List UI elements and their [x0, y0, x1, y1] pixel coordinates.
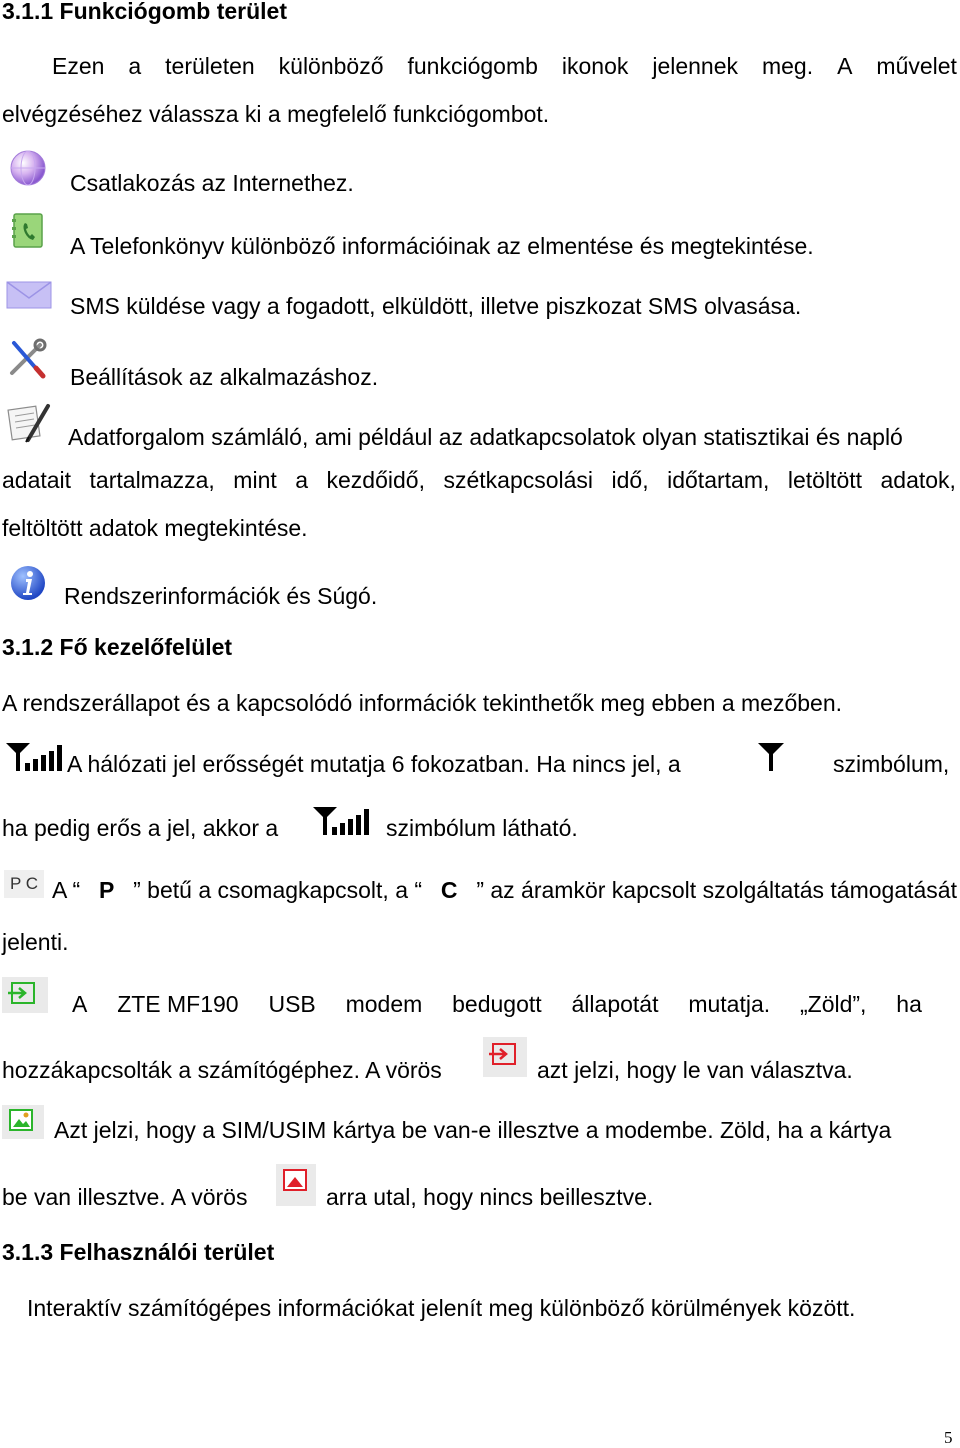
signal-text-b: szimbólum, [833, 751, 950, 777]
word: tartalmazza, [89, 467, 215, 493]
sim-green-icon [2, 1105, 44, 1139]
signal-text-a: A hálózati jel erősségét mutatja 6 fokozatban. Ha nincs jel, a [67, 751, 681, 777]
modem-line-2a: hozzákapcsolták a számítógéphez. A vörös [2, 1057, 442, 1083]
word: területen [165, 53, 255, 79]
item-settings: Beállítások az alkalmazáshoz. [70, 364, 379, 390]
tools-icon [6, 337, 48, 379]
word: mutatja. [688, 991, 771, 1017]
modem-green-icon [2, 977, 48, 1013]
word: időtartam, [667, 467, 770, 493]
phonebook-icon [10, 211, 48, 251]
word: modem [345, 991, 423, 1017]
word: „Zöld”, [800, 991, 867, 1017]
page-number: 5 [944, 1428, 953, 1447]
section-heading-3-1-3: 3.1.3 Felhasználói terület [2, 1239, 275, 1265]
word: USB [268, 991, 316, 1017]
word: a [295, 467, 309, 493]
signal-full-icon [311, 805, 373, 837]
globe-icon [8, 148, 48, 188]
intro-line-1 [52, 53, 957, 80]
intro-line-2: elvégzéséhez válassza ki a megfelelő funkciógombot. [2, 101, 550, 127]
pc-text-1: A “ [52, 877, 81, 903]
word: a [128, 53, 142, 79]
modem-line-2b: azt jelzi, hogy le van választva. [537, 1057, 853, 1083]
word: kezdőidő, [326, 467, 425, 493]
word: ha [896, 991, 922, 1017]
item-traffic-line-1: Adatforgalom számláló, ami például az adatkapcsolatok olyan statisztikai és napló [68, 424, 903, 450]
section-3-1-2-intro: A rendszerállapot és a kapcsolódó információk tekinthetők meg ebben a mezőben. [2, 690, 843, 716]
word: funkciógomb [407, 53, 538, 79]
word: különböző [278, 53, 384, 79]
word: idő, [611, 467, 649, 493]
sim-line-2b: arra utal, hogy nincs beillesztve. [326, 1184, 654, 1210]
word: A [837, 53, 853, 79]
item-sms: SMS küldése vagy a fogadott, elküldött, illetve piszkozat SMS olvasása. [70, 293, 802, 319]
item-phonebook: A Telefonkönyv különböző információinak az elmentése és megtekintése. [70, 233, 814, 259]
signal-none-icon [757, 741, 785, 773]
item-info: Rendszerinformációk és Súgó. [64, 583, 378, 609]
word: mint [233, 467, 277, 493]
pc-line-2: jelenti. [2, 929, 69, 955]
word: letöltött [787, 467, 863, 493]
pc-text-p: P [98, 877, 115, 903]
word: Ezen [52, 53, 105, 79]
word: jelennek [652, 53, 739, 79]
word: ikonok [561, 53, 629, 79]
signal-full-icon [4, 741, 66, 773]
sim-line-1: Azt jelzi, hogy a SIM/USIM kártya be van-e illesztve a modembe. Zöld, ha a kártya [54, 1117, 892, 1143]
word: ZTE MF190 [117, 991, 239, 1017]
envelope-icon [6, 280, 52, 310]
signal-text-d: szimbólum látható. [386, 815, 578, 841]
modem-line-1 [72, 991, 922, 1018]
word: művelet [876, 53, 957, 79]
section-heading-3-1-1: 3.1.1 Funkciógomb terület [2, 0, 287, 24]
sim-red-icon [276, 1164, 316, 1206]
pc-text-c: C [440, 877, 458, 903]
info-icon [8, 563, 48, 603]
item-traffic-line-2 [2, 467, 956, 494]
pc-status-icon: P C [4, 870, 44, 898]
word: adatok, [880, 467, 956, 493]
word: A [72, 991, 88, 1017]
section-heading-3-1-2: 3.1.2 Fő kezelőfelület [2, 634, 233, 660]
sim-line-2a: be van illesztve. A vörös [2, 1184, 248, 1210]
word: meg. [761, 53, 814, 79]
section-3-1-3-text: Interaktív számítógépes információkat jelenít meg különböző körülmények között. [27, 1295, 856, 1321]
word: állapotát [571, 991, 659, 1017]
pc-text-2: ” betű a csomagkapcsolt, a “ [133, 877, 423, 903]
modem-red-icon [483, 1037, 527, 1077]
pc-line-1 [52, 877, 957, 904]
word: adatait [2, 467, 72, 493]
signal-text-c: ha pedig erős a jel, akkor a [2, 815, 279, 841]
word: szétkapcsolási [443, 467, 594, 493]
pc-text-3: ” az áramkör kapcsolt szolgáltatás támogatását [476, 877, 957, 903]
word: bedugott [452, 991, 542, 1017]
notepad-pen-icon [6, 400, 52, 444]
item-internet: Csatlakozás az Internethez. [70, 170, 354, 196]
item-traffic-line-3: feltöltött adatok megtekintése. [2, 515, 308, 541]
